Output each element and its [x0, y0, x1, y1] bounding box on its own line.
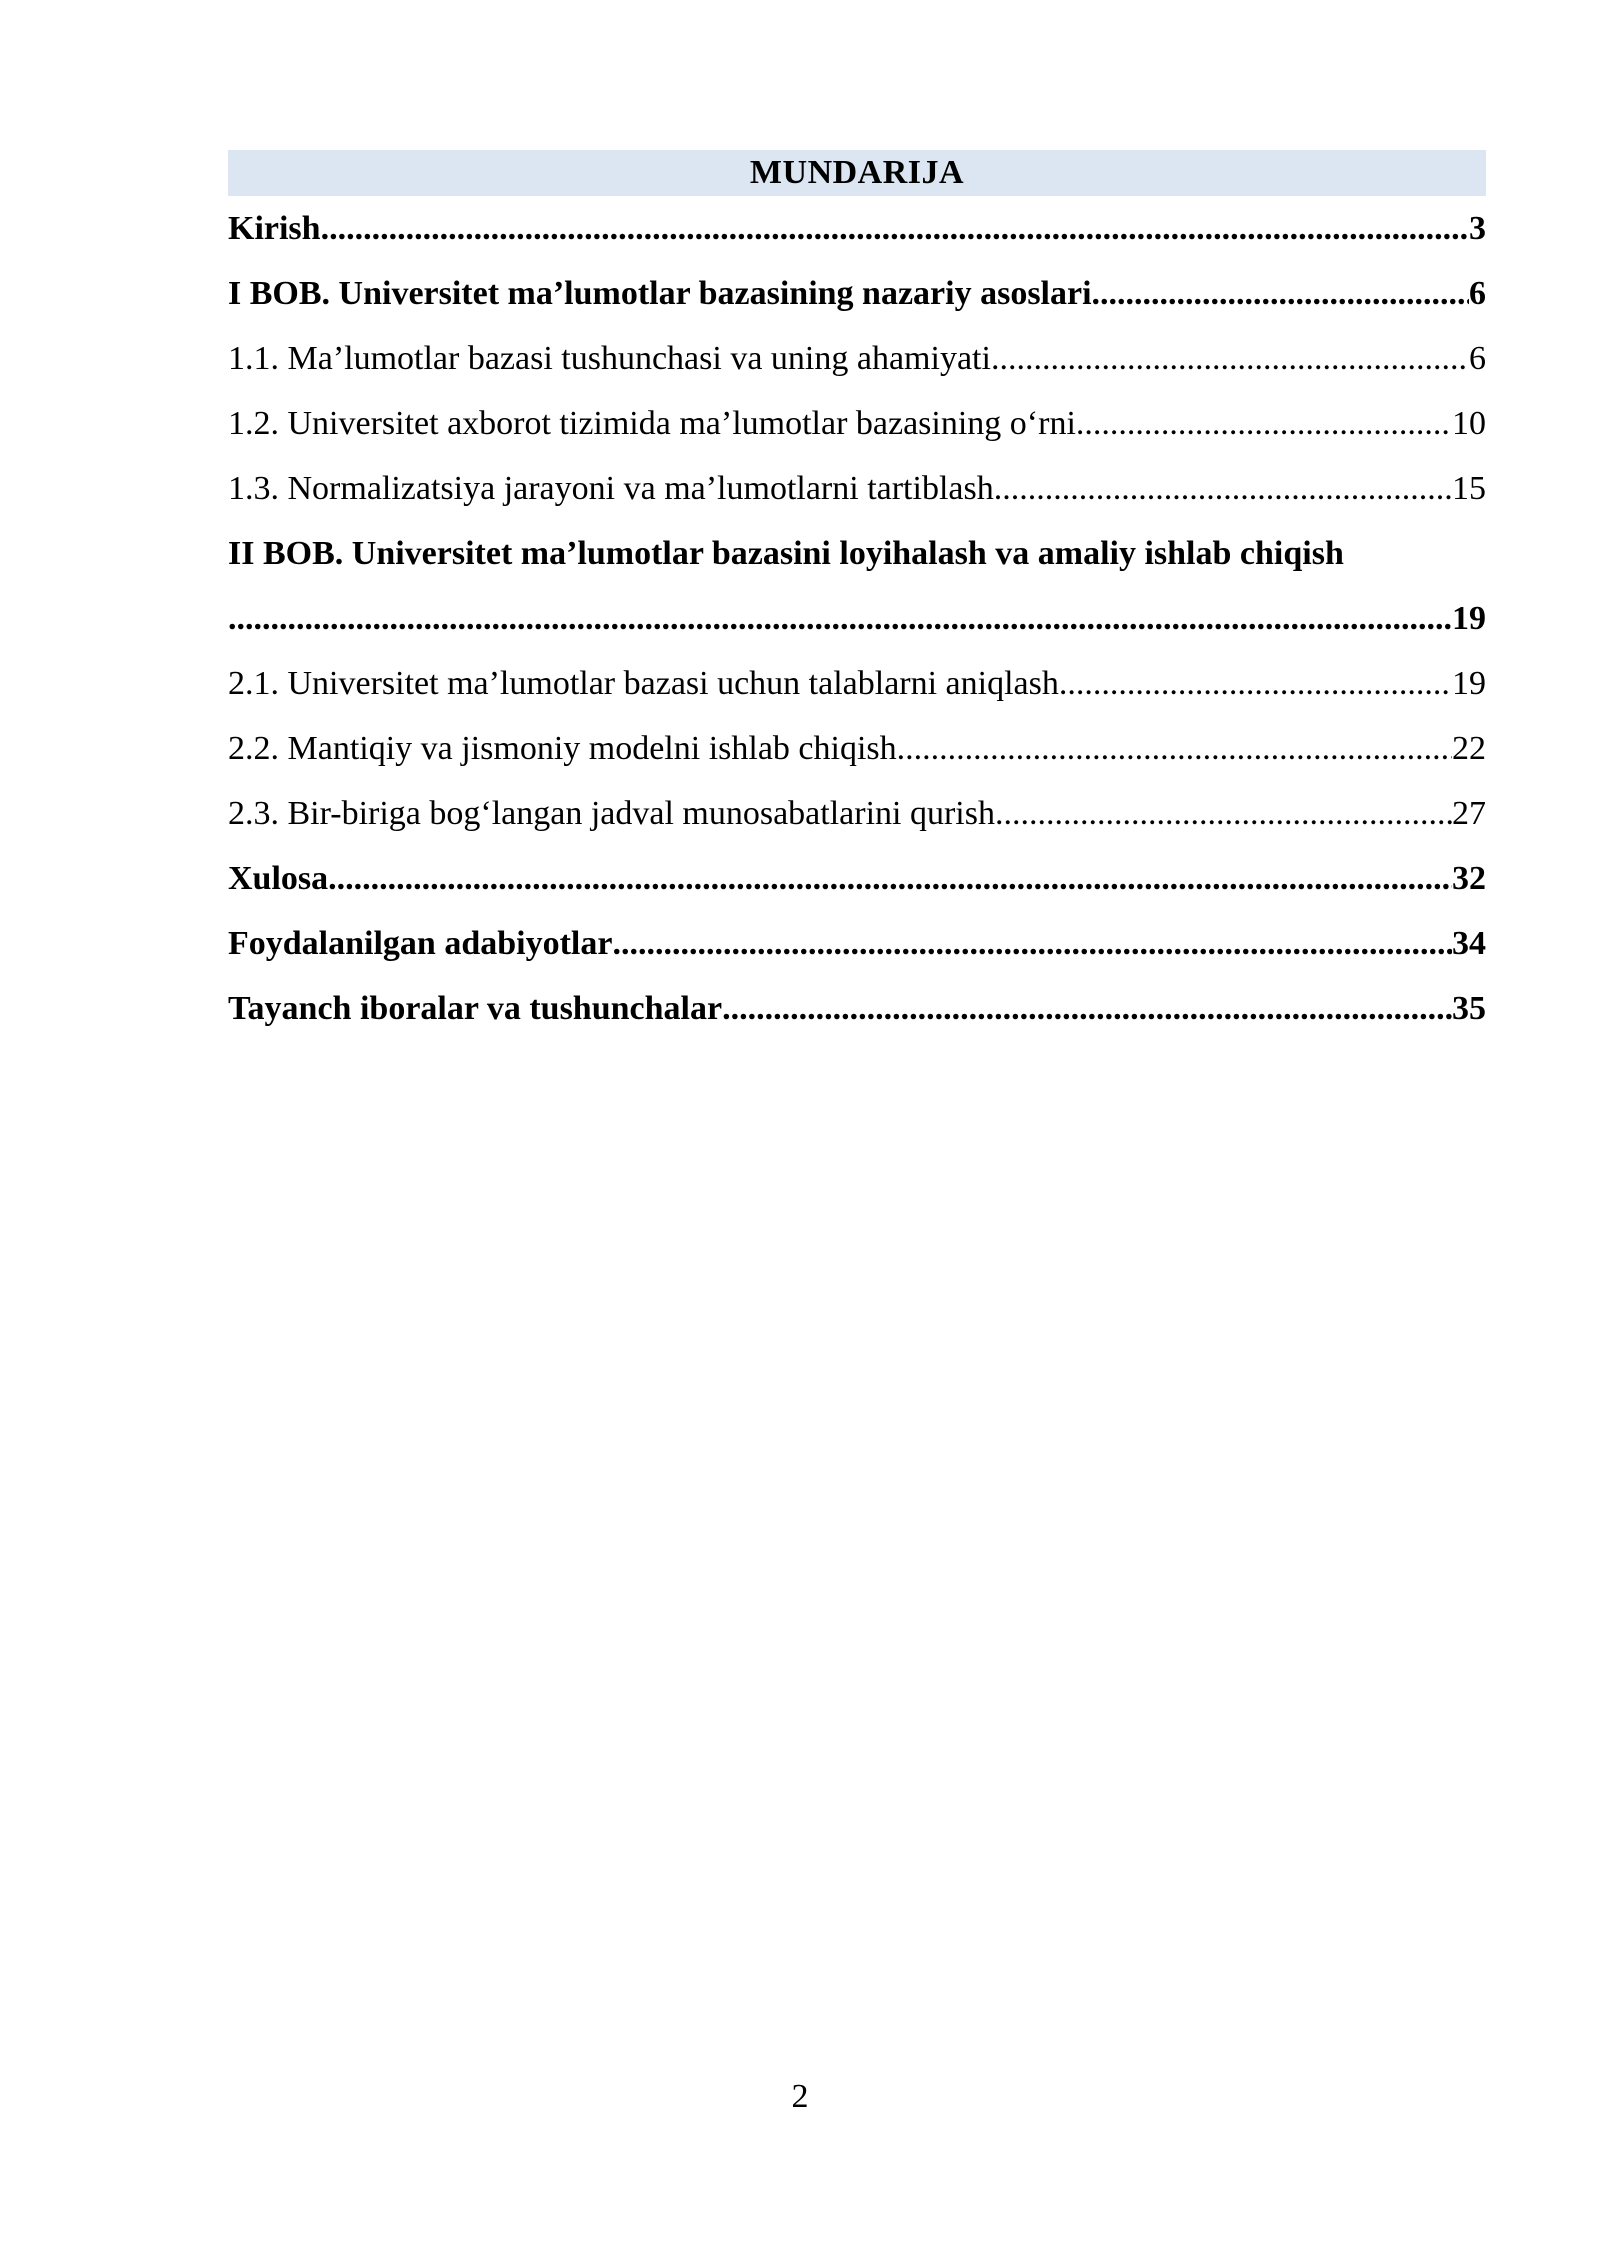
dot-leader — [1059, 651, 1452, 716]
toc-entry-page: 22 — [1452, 730, 1486, 767]
toc-entry-page: 6 — [1469, 275, 1486, 312]
toc-entry-kirish[interactable] — [228, 196, 1486, 261]
toc-entry-xulosa[interactable] — [228, 846, 1486, 911]
toc-entry-section-1-1[interactable] — [228, 326, 1486, 391]
toc-entry-label: Tayanch iboralar va tushunchalar — [228, 990, 723, 1027]
toc-entry-label: 1.1. Ma’lumotlar bazasi tushunchasi va uning ahamiyati — [228, 340, 991, 377]
toc-entry-section-2-1[interactable] — [228, 651, 1486, 716]
toc-entry-label: 2.2. Mantiqiy va jismoniy modelni ishlab chiqish — [228, 730, 897, 767]
toc-entry-page: 34 — [1452, 925, 1486, 962]
dot-leader — [994, 456, 1452, 521]
toc-entry-section-2-3[interactable] — [228, 781, 1486, 846]
table-of-contents — [228, 150, 1486, 1041]
toc-entry-label: I BOB. Universitet ma’lumotlar bazasining nazariy asoslari — [228, 275, 1092, 312]
toc-entry-page: 3 — [1469, 210, 1486, 247]
dot-leader — [1076, 391, 1452, 456]
toc-entry-page: 10 — [1452, 405, 1486, 442]
toc-entry-page: 19 — [1452, 665, 1486, 702]
toc-entry-label: 2.3. Bir-biriga bog‘langan jadval munosabatlarini qurish — [228, 795, 995, 832]
toc-entry-section-1-2[interactable] — [228, 391, 1486, 456]
toc-entry-chapter-1[interactable] — [228, 261, 1486, 326]
toc-entry-page: 35 — [1452, 990, 1486, 1027]
toc-entry-label: II BOB. Universitet ma’lumotlar bazasini loyihalash va amaliy ishlab chiqish — [228, 535, 1344, 572]
dot-leader — [328, 846, 1452, 911]
toc-entry-label: 1.3. Normalizatsiya jarayoni va ma’lumotlarni tartiblash — [228, 470, 994, 507]
toc-entry-label: 1.2. Universitet axborot tizimida ma’lumotlar bazasining o‘rni — [228, 405, 1076, 442]
toc-entry-label: 2.1. Universitet ma’lumotlar bazasi uchun talablarni aniqlash — [228, 665, 1059, 702]
page-number: 2 — [791, 2078, 809, 2115]
dot-leader — [722, 976, 1452, 1041]
toc-entry-section-2-2[interactable] — [228, 716, 1486, 781]
toc-entry-label: Xulosa — [228, 860, 329, 897]
toc-title: MUNDARIJA — [228, 150, 1486, 196]
toc-entry-page: 6 — [1469, 340, 1486, 377]
dot-leader — [991, 326, 1469, 391]
toc-entry-page: 32 — [1452, 860, 1486, 897]
toc-entry-page: 15 — [1452, 470, 1486, 507]
toc-entry-label: Foydalanilgan adabiyotlar — [228, 925, 613, 962]
toc-entry-leader-line — [228, 586, 1486, 651]
toc-entry-chapter-2[interactable] — [228, 521, 1486, 651]
dot-leader — [995, 781, 1452, 846]
dot-leader — [1092, 261, 1469, 326]
toc-entry-section-1-3[interactable] — [228, 456, 1486, 521]
dot-leader — [897, 716, 1452, 781]
dot-leader — [321, 196, 1469, 261]
toc-entry-label-line — [228, 521, 1486, 586]
toc-entry-label: Kirish — [228, 210, 321, 247]
toc-entry-page: 19 — [1452, 600, 1486, 637]
toc-entry-page: 27 — [1452, 795, 1486, 832]
dot-leader — [612, 911, 1452, 976]
dot-leader — [228, 586, 1452, 651]
toc-entry-references[interactable] — [228, 911, 1486, 976]
toc-entry-glossary[interactable] — [228, 976, 1486, 1041]
